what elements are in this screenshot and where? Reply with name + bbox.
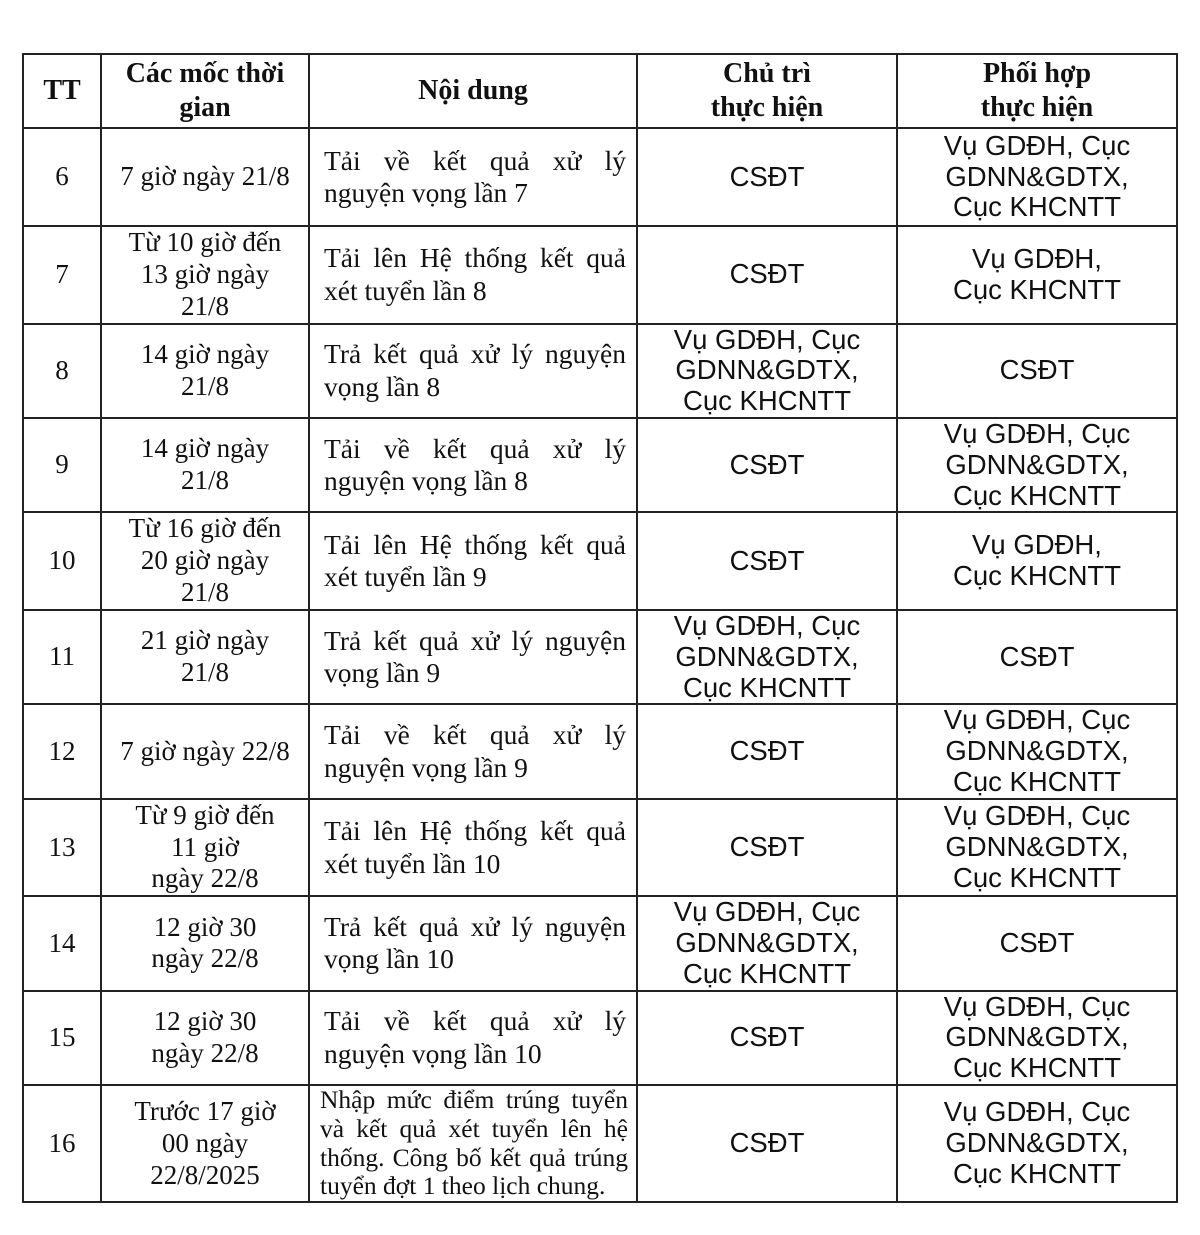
row-time: 12 giờ 30 ngày 22/8 <box>101 991 309 1085</box>
header-coop: Phối hợp thực hiện <box>897 54 1177 128</box>
row-tt: 12 <box>23 704 101 798</box>
row-coop: Vụ GDĐH, Cục GDNN&GDTX, Cục KHCNTT <box>897 1085 1177 1202</box>
row-time: 14 giờ ngày 21/8 <box>101 418 309 512</box>
table-row <box>23 704 1177 798</box>
row-coop: CSĐT <box>897 896 1177 990</box>
header-lead: Chủ trì thực hiện <box>637 54 897 128</box>
table-header-row <box>23 54 1177 128</box>
row-tt: 11 <box>23 610 101 704</box>
row-lead: CSĐT <box>637 512 897 610</box>
row-content: Tải về kết quả xử lý nguyện vọng lần 8 <box>309 418 637 512</box>
row-time: 7 giờ ngày 21/8 <box>101 128 309 226</box>
row-lead: CSĐT <box>637 799 897 897</box>
table-row <box>23 226 1177 324</box>
row-content: Tải về kết quả xử lý nguyện vọng lần 10 <box>309 991 637 1085</box>
row-time: Từ 10 giờ đến 13 giờ ngày 21/8 <box>101 226 309 324</box>
table-row <box>23 324 1177 418</box>
table-row <box>23 1085 1177 1202</box>
row-coop: Vụ GDĐH, Cục GDNN&GDTX, Cục KHCNTT <box>897 991 1177 1085</box>
row-time: Trước 17 giờ 00 ngày 22/8/2025 <box>101 1085 309 1202</box>
row-lead: CSĐT <box>637 704 897 798</box>
row-content: Tải lên Hệ thống kết quả xét tuyển lần 8 <box>309 226 637 324</box>
header-content: Nội dung <box>309 54 637 128</box>
row-content: Trả kết quả xử lý nguyện vọng lần 10 <box>309 896 637 990</box>
table-row <box>23 799 1177 897</box>
row-time: Từ 16 giờ đến 20 giờ ngày 21/8 <box>101 512 309 610</box>
row-tt: 7 <box>23 226 101 324</box>
row-tt: 6 <box>23 128 101 226</box>
row-time: 12 giờ 30 ngày 22/8 <box>101 896 309 990</box>
table-row <box>23 610 1177 704</box>
row-lead: CSĐT <box>637 418 897 512</box>
row-content: Tải lên Hệ thống kết quả xét tuyển lần 9 <box>309 512 637 610</box>
row-coop: Vụ GDĐH, Cục GDNN&GDTX, Cục KHCNTT <box>897 704 1177 798</box>
row-content: Nhập mức điểm trúng tuyển và kết quả xét tuyển lên hệ thống. Công bố kết quả trúng tuyển đợt 1 theo lịch chung. <box>309 1085 637 1202</box>
row-tt: 10 <box>23 512 101 610</box>
row-lead: Vụ GDĐH, Cục GDNN&GDTX, Cục KHCNTT <box>637 896 897 990</box>
header-tt: TT <box>23 54 101 128</box>
table-row <box>23 512 1177 610</box>
row-content: Tải lên Hệ thống kết quả xét tuyển lần 10 <box>309 799 637 897</box>
row-lead: CSĐT <box>637 226 897 324</box>
row-tt: 13 <box>23 799 101 897</box>
row-lead: Vụ GDĐH, Cục GDNN&GDTX, Cục KHCNTT <box>637 324 897 418</box>
row-time: 7 giờ ngày 22/8 <box>101 704 309 798</box>
row-lead: CSĐT <box>637 1085 897 1202</box>
schedule-table-container <box>22 53 1176 1203</box>
table-row <box>23 128 1177 226</box>
row-lead: Vụ GDĐH, Cục GDNN&GDTX, Cục KHCNTT <box>637 610 897 704</box>
row-coop: Vụ GDĐH, Cục KHCNTT <box>897 226 1177 324</box>
row-tt: 14 <box>23 896 101 990</box>
row-coop: Vụ GDĐH, Cục GDNN&GDTX, Cục KHCNTT <box>897 418 1177 512</box>
row-time: Từ 9 giờ đến 11 giờ ngày 22/8 <box>101 799 309 897</box>
row-tt: 8 <box>23 324 101 418</box>
row-coop: CSĐT <box>897 324 1177 418</box>
row-lead: CSĐT <box>637 128 897 226</box>
row-content: Tải về kết quả xử lý nguyện vọng lần 9 <box>309 704 637 798</box>
row-lead: CSĐT <box>637 991 897 1085</box>
row-coop: Vụ GDĐH, Cục GDNN&GDTX, Cục KHCNTT <box>897 128 1177 226</box>
schedule-table <box>22 53 1178 1203</box>
row-content: Tải về kết quả xử lý nguyện vọng lần 7 <box>309 128 637 226</box>
row-content: Trả kết quả xử lý nguyện vọng lần 9 <box>309 610 637 704</box>
row-coop: CSĐT <box>897 610 1177 704</box>
row-tt: 9 <box>23 418 101 512</box>
row-tt: 16 <box>23 1085 101 1202</box>
row-tt: 15 <box>23 991 101 1085</box>
header-time: Các mốc thời gian <box>101 54 309 128</box>
row-coop: Vụ GDĐH, Cục KHCNTT <box>897 512 1177 610</box>
table-row <box>23 418 1177 512</box>
table-row <box>23 991 1177 1085</box>
row-content: Trả kết quả xử lý nguyện vọng lần 8 <box>309 324 637 418</box>
row-time: 21 giờ ngày 21/8 <box>101 610 309 704</box>
row-time: 14 giờ ngày 21/8 <box>101 324 309 418</box>
row-coop: Vụ GDĐH, Cục GDNN&GDTX, Cục KHCNTT <box>897 799 1177 897</box>
table-row <box>23 896 1177 990</box>
